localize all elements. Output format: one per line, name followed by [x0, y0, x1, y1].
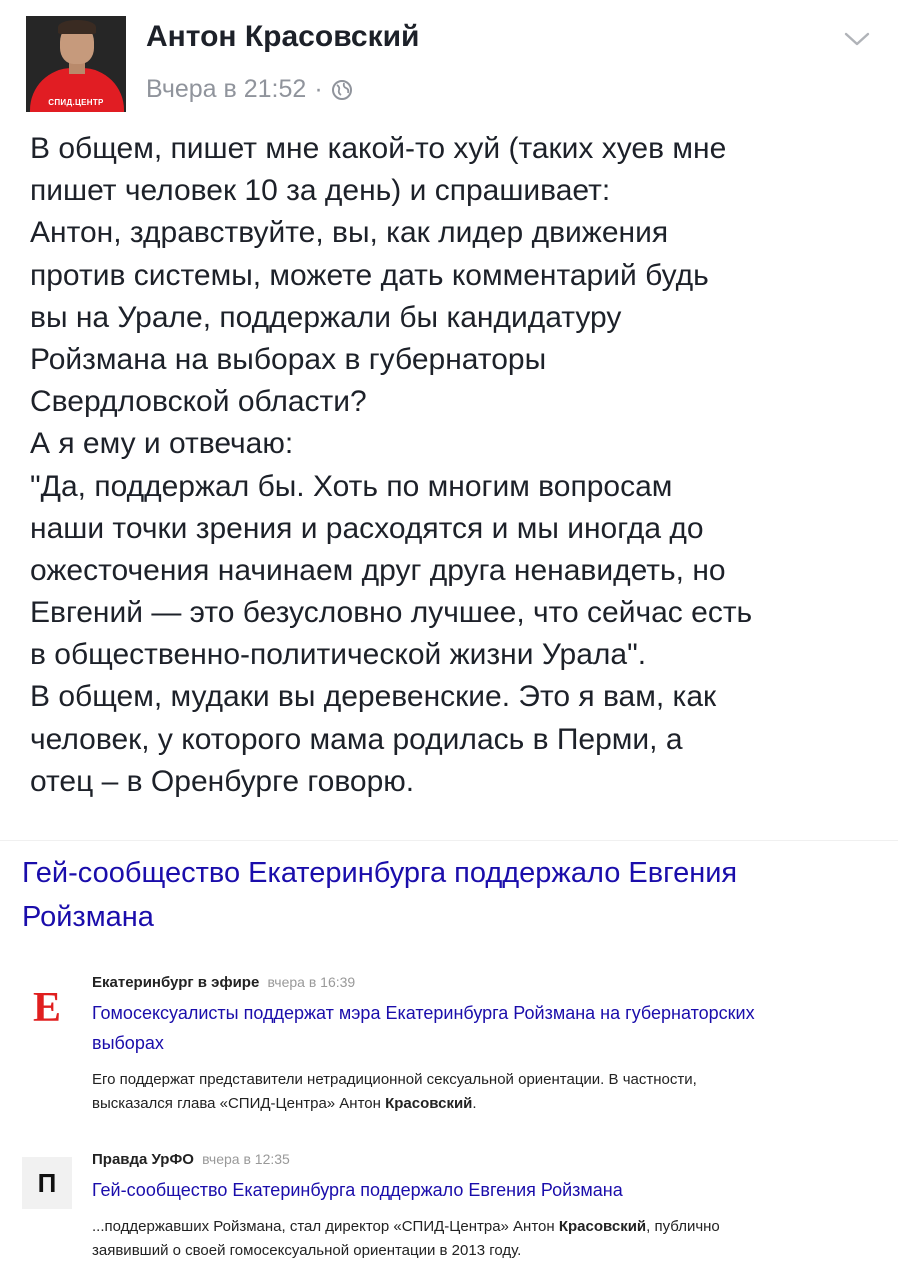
snippet-text: .: [472, 1095, 477, 1112]
post-text-line: "Да, поддержал бы. Хоть по многим вопросам: [30, 469, 673, 503]
meta-separator: ·: [314, 75, 323, 103]
snippet-line: Его поддержат представители нетрадиционной сексуальной ориентации. В частности,: [92, 1071, 697, 1088]
snippet-line: заявивший о своей гомосексуальной ориентации в 2013 году.: [92, 1242, 522, 1259]
news-item: [22, 974, 882, 1134]
headline-line: Ройзмана: [22, 901, 154, 933]
news-title-line: Гей-сообщество Екатеринбурга поддержало Евгения Ройзмана: [92, 1180, 623, 1200]
post-text-line: в общественно-политической жизни Урала".: [30, 638, 647, 672]
news-source-line: [92, 974, 355, 991]
attached-news-image[interactable]: [0, 840, 898, 1281]
post-text: [30, 128, 890, 803]
post-text-line: ожесточения начинаем друг друга ненавидеть, но: [30, 553, 726, 587]
news-title-line: выборах: [92, 1033, 164, 1053]
snippet-text: высказался глава «СПИД-Центра» Антон: [92, 1095, 386, 1112]
post-text-line: Евгений — это безусловно лучшее, что сейчас есть: [30, 596, 753, 630]
snippet-highlight: Красовский: [558, 1218, 647, 1235]
news-item: [22, 1151, 882, 1271]
news-time: вчера в 12:35: [202, 1151, 290, 1167]
news-headline[interactable]: [22, 851, 882, 939]
post-text-line: вы на Урале, поддержали бы кандидатуру: [30, 300, 622, 334]
source-logo-p: [22, 1157, 72, 1209]
snippet-text: , публично: [646, 1218, 720, 1235]
post-text-line: человек, у которого мама родилась в Перми, а: [30, 722, 683, 756]
news-time: вчера в 16:39: [267, 974, 356, 990]
chevron-down-icon[interactable]: [842, 28, 872, 50]
logo-letter: П: [37, 1167, 57, 1198]
news-source-line: [92, 1151, 290, 1168]
post-text-line: Антон, здравствуйте, вы, как лидер движения: [30, 216, 669, 250]
logo-letter: E: [32, 985, 61, 1031]
avatar-hair: [58, 20, 96, 34]
news-title-link[interactable]: [92, 998, 872, 1058]
globe-icon[interactable]: [331, 79, 353, 101]
news-title-link[interactable]: [92, 1175, 872, 1205]
post-text-line: Ройзмана на выборах в губернаторы: [30, 342, 547, 376]
snippet-text: ...поддержавших Ройзмана, стал директор «СПИД-Центра» Антон: [92, 1218, 559, 1235]
post-time[interactable]: Вчера в 21:52: [146, 75, 307, 103]
news-snippet: [92, 1068, 872, 1116]
news-snippet: [92, 1215, 872, 1263]
post-text-line: против системы, можете дать комментарий будь: [30, 258, 709, 292]
post-text-line: отец – в Оренбурге говорю.: [30, 764, 415, 798]
author-name[interactable]: Антон Красовский: [146, 20, 420, 53]
post-text-line: В общем, мудаки вы деревенские. Это я вам, как: [30, 680, 717, 714]
post-text-line: А я ему и отвечаю:: [30, 427, 294, 461]
news-source[interactable]: Екатеринбург в эфире: [92, 974, 260, 991]
snippet-highlight: Красовский: [385, 1095, 473, 1112]
news-source[interactable]: Правда УрФО: [92, 1151, 194, 1168]
post-meta: [146, 75, 353, 104]
source-logo-e: [22, 982, 72, 1034]
post-text-line: наши точки зрения и расходятся и мы иногда до: [30, 511, 704, 545]
post-text-line: В общем, пишет мне какой-то хуй (таких хуев мне: [30, 132, 727, 165]
news-title-line: Гомосексуалисты поддержат мэра Екатеринбурга Ройзмана на губернаторских: [92, 1003, 755, 1023]
post-text-line: Свердловской области?: [30, 385, 367, 419]
snippet-line: [92, 1215, 872, 1239]
avatar[interactable]: [26, 16, 126, 112]
headline-line: Гей-сообщество Екатеринбурга поддержало Евгения: [22, 857, 738, 889]
post-header: [0, 0, 898, 125]
post-text-line: пишет человек 10 за день) и спрашивает:: [30, 174, 611, 208]
snippet-line: [92, 1092, 872, 1116]
avatar-shirt-text: СПИД.ЦЕНТР: [48, 98, 104, 107]
